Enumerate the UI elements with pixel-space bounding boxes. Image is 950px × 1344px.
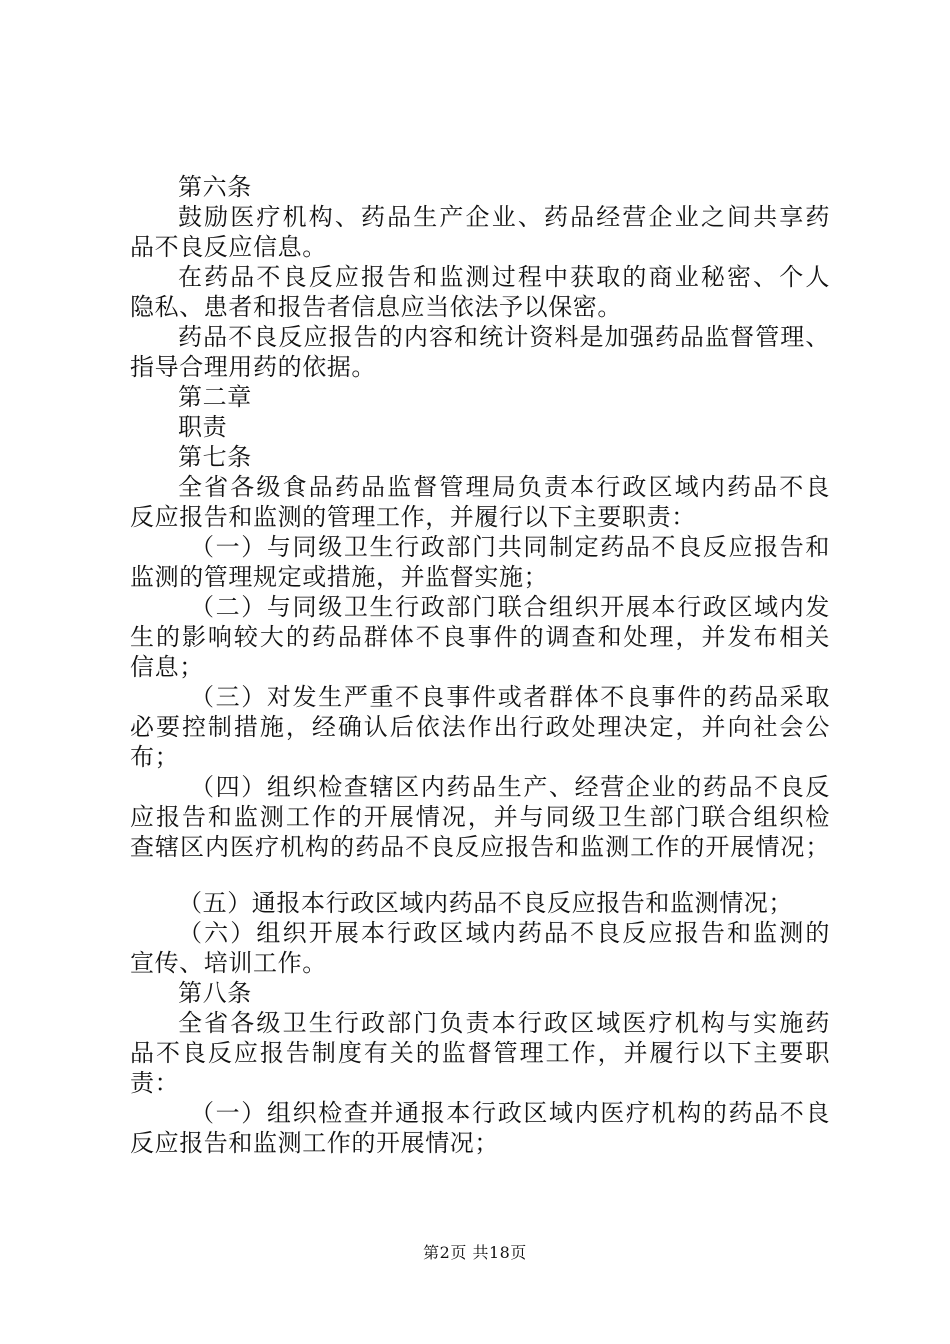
list-item-line: （一）与同级卫生行政部门共同制定药品不良反应报告和 [190,533,830,561]
paragraph-line: 在药品不良反应报告和监测过程中获取的商业秘密、个人 [178,263,830,291]
list-item-line: （三）对发生严重不良事件或者群体不良事件的药品采取 [190,683,830,711]
list-item-line: 布； [130,743,180,771]
list-item-line: 监测的管理规定或措施，并监督实施； [130,563,549,591]
paragraph-line: 品不良反应报告制度有关的监督管理工作，并履行以下主要职 [130,1039,830,1067]
document-body [130,172,830,1158]
page-number-footer: 第2页 共18页 [423,1243,527,1262]
paragraph-line: 全省各级食品药品监督管理局负责本行政区域内药品不良 [178,473,830,501]
chapter-heading: 第二章 [178,383,252,411]
paragraph-line: 全省各级卫生行政部门负责本行政区域医疗机构与实施药 [178,1009,830,1037]
list-item-line: 信息； [130,653,204,681]
paragraph-line: 隐私、患者和报告者信息应当依法予以保密。 [130,293,622,321]
paragraph-gap [130,862,830,888]
paragraph-line: 指导合理用药的依据。 [130,353,376,381]
paragraph-line: 品不良反应信息。 [130,233,327,261]
article-heading: 第八条 [178,979,252,1007]
list-item-line: （二）与同级卫生行政部门联合组织开展本行政区域内发 [190,593,830,621]
paragraph-line: 鼓励医疗机构、药品生产企业、药品经营企业之间共享药 [178,203,830,231]
list-item-line: （六）组织开展本行政区域内药品不良反应报告和监测的 [178,919,830,947]
chapter-title: 职责 [178,413,228,441]
list-item-line: 生的影响较大的药品群体不良事件的调查和处理，并发布相关 [130,623,830,651]
list-item-line: （一）组织检查并通报本行政区域内医疗机构的药品不良 [190,1099,830,1127]
list-item-line: 宣传、培训工作。 [130,949,327,977]
paragraph-line: 责： [130,1069,180,1097]
list-item-line: 查辖区内医疗机构的药品不良反应报告和监测工作的开展情况； [130,833,830,861]
article-heading: 第六条 [178,173,252,201]
paragraph-line: 药品不良反应报告的内容和统计资料是加强药品监督管理、 [178,323,830,351]
paragraph-line: 反应报告和监测的管理工作，并履行以下主要职责： [130,503,696,531]
list-item-line: 必要控制措施，经确认后依法作出行政处理决定，并向社会公 [130,713,830,741]
list-item-line: 反应报告和监测工作的开展情况； [130,1129,499,1157]
list-item-line: 应报告和监测工作的开展情况，并与同级卫生部门联合组织检 [130,803,830,831]
list-item-line: （四）组织检查辖区内药品生产、经营企业的药品不良反 [190,773,830,801]
list-item-line: （五）通报本行政区域内药品不良反应报告和监测情况； [178,889,793,917]
article-heading: 第七条 [178,443,252,471]
